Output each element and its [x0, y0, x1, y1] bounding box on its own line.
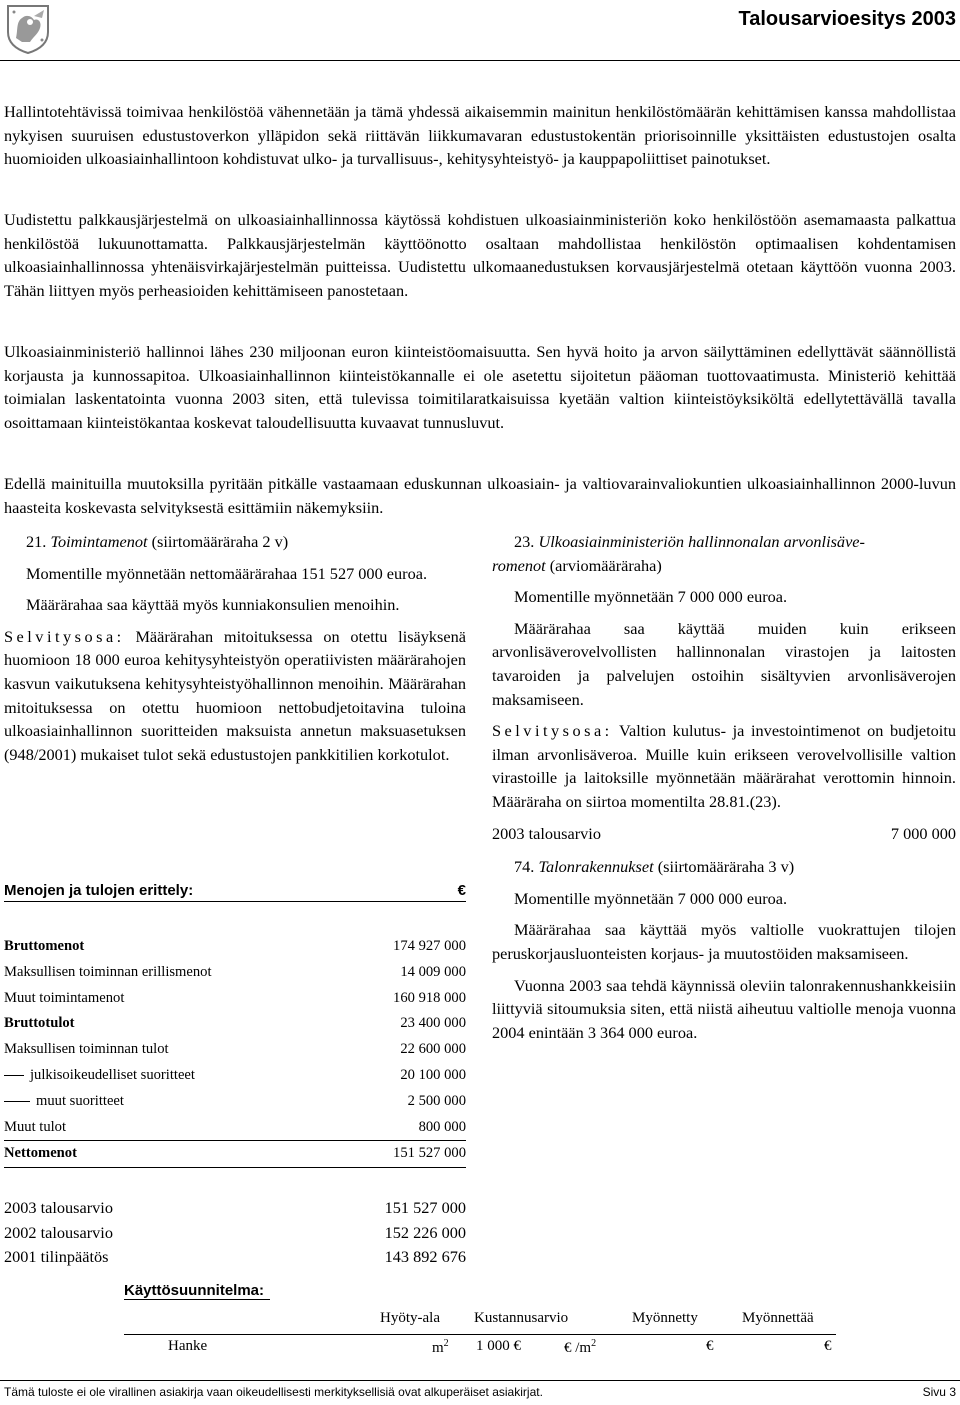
item-23-usage: Määrärahaa saa käyttää muiden kuin erikseen arvonlisäverovelvollisten hallinnonalan virastojen ja laitosten tavaroiden ja palvelujen ostoihin sisältyvien arvonlisäverojen maksamiseen.	[492, 618, 956, 709]
item-21-selvitys-label: Selvitysosa:	[4, 626, 125, 646]
item-74-title: Talonrakennukset	[538, 857, 654, 877]
expense-income-table-title: Menojen ja tulojen erittely:	[4, 882, 194, 899]
budget-value: 152 226 000	[384, 1222, 466, 1242]
intro-paragraph-1: Hallintotehtävissä toimivaa henkilöstöä vähennetään ja tämä yhdessä aikaisemmin mainitun henkilöstömäärän kehittämisen kanssa mahdollistaa nykyisen suuruisen edustustoverkon ylläpidon sekä riittävän liikkumavaran edustustokentän priorisoinnille yksittäisten edustustojen osalta huomioiden ulkoasiainhallintoon kohdistuvat ulko- ja turvallisuus-, kehitysyhteistyö- ja kauppapoliittiset painotukset.	[4, 102, 956, 169]
column-header: Myönnettää	[742, 1310, 814, 1326]
list-item	[4, 1245, 466, 1270]
lion-crest-icon	[4, 2, 52, 54]
budget-label: 2003 talousarvio	[4, 1198, 113, 1217]
table-row	[4, 1115, 466, 1142]
row-label: muut suoritteet	[4, 1089, 124, 1115]
table-row	[4, 1141, 466, 1168]
item-23-selvitys-text: Valtion kulutus- ja investointimenot on budjetoitu ilman arvonlisäveroa. Muille kuin erikseen verovelvollisille valtion virastoille ja laitoksille myönnetään määrärahat verottomin hinnoin. Määräraha on siirtoa momentilta 28.81.(23).	[492, 721, 956, 811]
row-value: 22 600 000	[400, 1041, 466, 1058]
unit-per-m: € /m	[564, 1340, 592, 1356]
expense-income-rows	[4, 934, 466, 1168]
unit-cell: 1 000 €	[476, 1338, 521, 1354]
item-21-usage: Määrärahaa saa käyttää myös kunniakonsulien menoihin.	[26, 595, 400, 615]
item-74-usage: Määrärahaa saa käyttää myös valtiolle vuokrattujen tilojen peruskorjausluonteisten korjaus- ja muutostöiden maksamiseen.	[492, 920, 956, 963]
table-row	[4, 960, 466, 986]
unit-cell: €	[706, 1338, 714, 1354]
row-value: 800 000	[418, 1118, 466, 1135]
item-74-moment: Momentille myönnetään 7 000 000 euroa.	[514, 888, 788, 908]
usage-plan-rule	[124, 1334, 836, 1335]
intro-paragraph-3: Ulkoasiainministeriö hallinnoi lähes 230 miljoonan euron kiinteistöomaisuutta. Sen hyvä hoito ja arvon säilyttäminen edellyttävät säännöllistä korjausta ja kunnossapitoa. Ulkoasiainhallinnon kiinteistökannalle ei ole asetettu sijoitetun pääoman tuottovaatimusta. Ministeriö kehittää toimialan laskentatointa vuonna 2003 siten, että tulevissa toimitilaratkaisuissa kyetään valtion kiinteistöyksiköltä edellytettävällä tavalla osoittamaan kiinteistökantaa koskevat taloudellisuutta kuvaavat tunnusluvut.	[4, 342, 956, 432]
item-23-selvitys-label: Selvitysosa:	[492, 721, 613, 741]
item-23-heading	[492, 530, 956, 554]
item-21-moment: Momentille myönnetään nettomäärärahaa 151 527 000 euroa.	[26, 563, 428, 583]
item-21-selvitys	[4, 625, 466, 767]
row-label: Muut toimintamenot	[4, 989, 125, 1006]
budget-label: 2002 talousarvio	[4, 1222, 113, 1242]
table-row	[4, 1089, 466, 1115]
row-label: Bruttomenot	[4, 938, 85, 954]
budget-label: 2001 tilinpäätös	[4, 1247, 109, 1267]
row-label: julkisoikeudelliset suoritteet	[4, 1063, 195, 1089]
item-23-selvitys	[492, 719, 956, 813]
column-header: Kustannusarvio	[474, 1310, 569, 1326]
row-value: 174 927 000	[393, 938, 466, 954]
unit-cell	[564, 1338, 596, 1357]
row-label: Maksullisen toiminnan tulot	[4, 1041, 169, 1058]
page-number: Sivu 3	[922, 1385, 956, 1399]
currency-symbol: €	[457, 882, 466, 899]
unit-cell: €	[824, 1338, 832, 1354]
budget-history	[4, 1196, 466, 1270]
item-21-heading	[4, 530, 466, 554]
footer	[4, 1385, 956, 1399]
row-label: Nettomenot	[4, 1145, 77, 1162]
row-label: Bruttotulot	[4, 1015, 75, 1032]
intro-paragraph-4: Edellä mainituilla muutoksilla pyritään pitkälle vastaamaan eduskunnan ulkoasiain- ja valtiovarainvaliokuntien ulkoasiainhallinnon 2000-luvun haasteita koskevasta selvityksestä esittämiin näkemyksiin.	[4, 474, 956, 517]
item-21-section	[4, 530, 466, 766]
item-23-moment: Momentille myönnetään 7 000 000 euroa.	[514, 587, 788, 607]
column-header: Hyöty-ala	[380, 1310, 440, 1326]
item-23-type: (arviomääräraha)	[549, 555, 662, 575]
row-value: 23 400 000	[400, 1015, 466, 1032]
table-row	[4, 986, 466, 1012]
item-23-heading-cont	[492, 554, 956, 578]
item-74-number: 74.	[514, 857, 535, 877]
table-row	[4, 934, 466, 960]
item-74-type: (siirtomääräraha 3 v)	[657, 857, 795, 877]
item-23-title-b: romenot	[492, 555, 546, 575]
row-value: 20 100 000	[400, 1066, 466, 1083]
row-label: Muut tulot	[4, 1118, 67, 1135]
expense-income-table	[4, 882, 466, 1162]
unit-cell	[432, 1338, 449, 1357]
row-label: Hanke	[168, 1338, 208, 1354]
unit-m: m	[432, 1340, 444, 1356]
column-header: Myönnetty	[632, 1310, 698, 1326]
footer-disclaimer: Tämä tuloste ei ole virallinen asiakirja vaan oikeudellisesti merkityksellisiä ovat alkuperäiset asiakirjat.	[4, 1385, 543, 1399]
item-23-budget	[492, 822, 956, 846]
budget-label: 2003 talousarvio	[492, 823, 601, 843]
item-74-heading	[492, 855, 956, 879]
item-21-selvitys-text: Määrärahan mitoituksessa on otettu lisäyksenä huomioon 18 000 euroa kehitysyhteistyön operatiivisten määrärahojen kasvun vaikutuksena kehitysyhteistyöhallinnon menoihin. Määrärahan mitoituksessa on otettu huomioon nettobudjetoitavina tuloina ulkoasiainhallinnon suoritteiden maksuista annetun maksuasetuksen (948/2001) mukaiset tulot sekä edustustojen pankkitilien korkotulot.	[4, 626, 466, 764]
table-row	[4, 1063, 466, 1089]
table-row	[4, 1037, 466, 1063]
usage-plan-table	[124, 1282, 836, 1356]
row-value: 2 500 000	[407, 1092, 466, 1109]
right-column	[492, 530, 956, 1044]
item-23-title-a: Ulkoasiainministeriön hallinnonalan arvonlisäve-	[538, 532, 865, 551]
item-23-number: 23.	[514, 532, 535, 551]
intro-paragraph-2: Uudistettu palkkausjärjestelmä on ulkoasiainhallinnossa käytössä kohdistuen ulkoasiainministeriön koko henkilöstöön asemamaasta palkattua henkilöstöä lukuunottamatta. Palkkausjärjestelmän käyttöönotto osaltaan mahdollistaa henkilöstön optimaalisen kohdentamisen ulkoasiainhallinnossa yhtenäisvirkajärjestelmän puitteissa. Uudistettu ulkomaanedustuksen korvausjärjestelmä otetaan käyttöön vuonna 2003. Tähän liittyen myös perheasioiden kehittämiseen panostetaan.	[4, 210, 956, 300]
list-item	[4, 1196, 466, 1221]
row-value: 14 009 000	[400, 963, 466, 980]
table-row	[4, 1011, 466, 1037]
document-title: Talousarvioesitys 2003	[738, 8, 956, 30]
row-value: 160 918 000	[393, 989, 466, 1006]
usage-plan-title: Käyttösuunnitelma:	[124, 1282, 270, 1300]
table-row	[124, 1338, 836, 1360]
superscript-2: 2	[591, 1338, 597, 1349]
superscript-2: 2	[443, 1338, 449, 1349]
item-74-paragraph: Vuonna 2003 saa tehdä käynnissä oleviin talonrakennushankkeisiin liittyviä sitoumuksia siten, että niistä aiheutuu valtiolle menoja vuonna 2004 enintään 3 364 000 euroa.	[492, 975, 956, 1042]
item-21-type: (siirtomääräraha 2 v)	[151, 532, 289, 551]
budget-value: 151 527 000	[384, 1198, 466, 1217]
usage-plan-header	[124, 1310, 836, 1332]
expense-income-table-header	[4, 882, 466, 902]
budget-value: 7 000 000	[890, 823, 956, 843]
header-rule	[0, 60, 960, 61]
budget-value: 143 892 676	[384, 1247, 466, 1267]
row-value: 151 527 000	[393, 1145, 466, 1162]
item-21-title: Toimintamenot	[50, 532, 148, 551]
footer-rule	[0, 1380, 960, 1381]
list-item	[4, 1221, 466, 1246]
row-label: Maksullisen toiminnan erillismenot	[4, 963, 212, 980]
item-21-number: 21.	[26, 532, 47, 551]
